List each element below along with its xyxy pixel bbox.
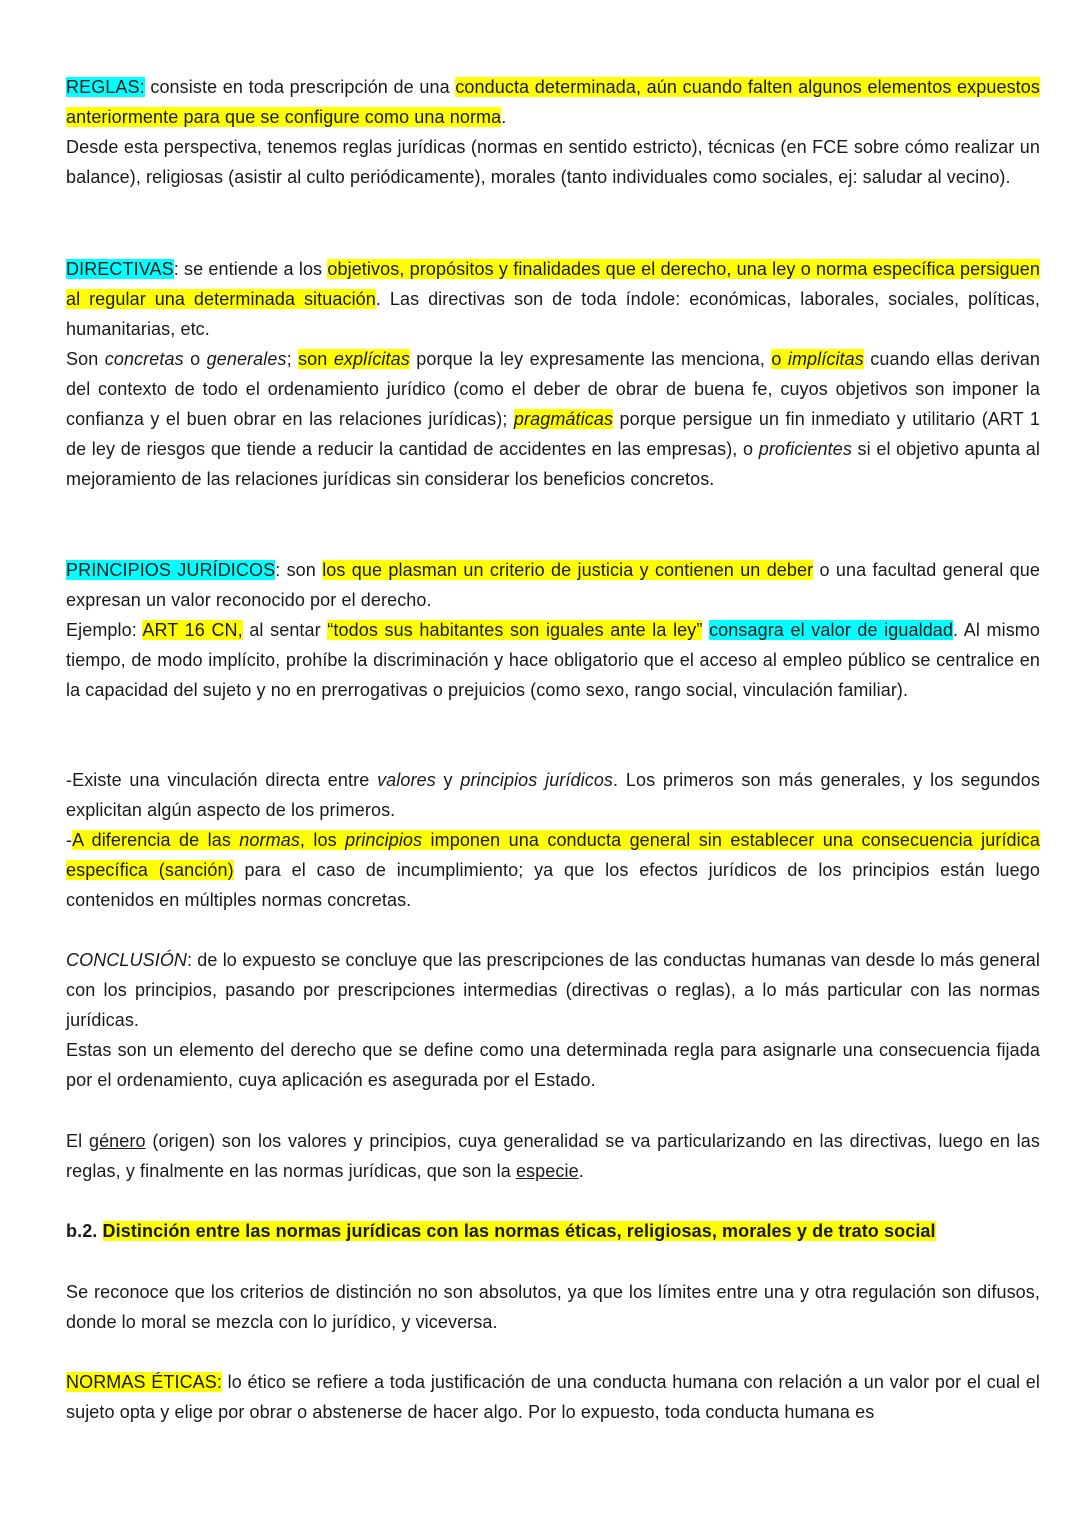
- text: Ejemplo:: [66, 620, 143, 640]
- term-valores: valores: [377, 770, 436, 790]
- reglas-perspectiva-paragraph: Desde esta perspectiva, tenemos reglas jurídicas (normas en sentido estricto), técnicas (en FCE sobre cómo realizar un balance), religiosas (asistir al culto periódicamente), morales (tanto individuales como sociales, ej: saludar al vecino).: [66, 137, 1040, 187]
- genero-paragraph: [66, 1126, 1040, 1186]
- text: lo ético se refiere a toda justificación de una conducta humana con relación a un valor por el cual el sujeto opta y elige por obrar o abstenerse de hacer algo. Por lo expuesto, toda conducta humana es: [66, 1372, 1040, 1422]
- reglas-paragraph: [66, 72, 1040, 132]
- text: para el caso de incumplimiento; ya que los efectos jurídicos de los principios están luego contenidos en múltiples normas concretas.: [66, 860, 1041, 910]
- text: si el objetivo apunta al mejoramiento de las relaciones jurídicas sin considerar los beneficios concretos.: [66, 439, 1041, 489]
- text: imponen una conducta general sin establecer una consecuencia jurídica específica (sanción): [66, 830, 1040, 880]
- text: son: [298, 349, 334, 369]
- text: y: [435, 770, 461, 790]
- text: A diferencia de las: [72, 830, 240, 850]
- reglas-label: REGLAS:: [66, 77, 145, 97]
- highlight-igualdad: consagra el valor de igualdad: [709, 620, 954, 640]
- text: cuando ellas derivan del contexto de todo el ordenamiento jurídico (como el deber de obrar de buena fe, cuyos objetivos son imponer la confianza y el buen obrar en las relaciones jurídicas);: [66, 349, 1040, 429]
- text: o: [771, 349, 788, 369]
- text: -Existe una vinculación directa entre: [66, 770, 378, 790]
- term-implicitas: implícitas: [787, 349, 864, 369]
- text: o una facultad general que expresan un valor reconocido por el derecho.: [66, 560, 1040, 610]
- term-concretas: concretas: [104, 349, 184, 369]
- term-pragmaticas: pragmáticas: [513, 409, 614, 429]
- section-heading: [66, 1216, 1040, 1246]
- term-explicitas: explícitas: [333, 349, 410, 369]
- term-proficientes: proficientes: [758, 439, 852, 459]
- section-title: Distinción entre las normas jurídicas con las normas éticas, religiosas, morales y de trato social: [102, 1221, 936, 1241]
- text: Son: [66, 349, 105, 369]
- text: al sentar: [242, 620, 328, 640]
- text: , los: [299, 830, 346, 850]
- principios-ejemplo-paragraph: [66, 615, 1040, 705]
- directivas-paragraph: [66, 254, 1040, 344]
- reconoce-paragraph: Se reconoce que los criterios de distinción no son absolutos, ya que los límites entre una y otra regulación son difusos, donde lo moral se mezcla con lo jurídico, y viceversa.: [66, 1282, 1040, 1332]
- eticas-label: NORMAS ÉTICAS:: [66, 1372, 222, 1392]
- section-number: b.2.: [66, 1221, 103, 1241]
- term-normas: normas: [239, 830, 300, 850]
- eticas-paragraph: [66, 1367, 1040, 1427]
- directivas-label: DIRECTIVAS: [66, 259, 174, 279]
- reglas-text-end: .: [501, 107, 507, 127]
- text: ;: [286, 349, 299, 369]
- vinculacion-paragraph: [66, 765, 1040, 825]
- directivas-text: : se entiende a los: [173, 259, 328, 279]
- text: . Los primeros son más generales, y los segundos explicitan algún aspecto de los primeros.: [66, 770, 1040, 820]
- text: porque la ley expresamente las menciona,: [409, 349, 772, 369]
- reglas-text: consiste en toda prescripción de una: [144, 77, 456, 97]
- conclusion-label: CONCLUSIÓN: [66, 950, 188, 970]
- text: El: [66, 1131, 89, 1151]
- text: . Al mismo tiempo, de modo implícito, prohíbe la discriminación y hace obligatorio que el acceso al empleo público se centralice en la capacidad del sujeto y no en prerrogativas o prejuicios (como sexo, rango social, vinculación familiar).: [66, 620, 1040, 700]
- principios-paragraph: [66, 555, 1040, 615]
- principios-highlight: los que plasman un criterio de justicia y contienen un deber: [322, 560, 814, 580]
- directivas-text-end: . Las directivas son de toda índole: económicas, laborales, sociales, políticas, humanitarias, etc.: [66, 289, 1040, 339]
- term-principios-juridicos: principios jurídicos: [460, 770, 614, 790]
- reglas-highlight: conducta determinada, aún cuando falten algunos elementos expuestos anteriormente para que se configure como una norma: [66, 77, 1040, 127]
- conclusion-paragraph: [66, 945, 1040, 1035]
- text: -: [66, 830, 73, 850]
- conclusion-estas-paragraph: Estas son un elemento del derecho que se define como una determinada regla para asignarle una consecuencia fijada por el ordenamiento, cuya aplicación es asegurada por el Estado.: [66, 1040, 1040, 1090]
- directivas-highlight: objetivos, propósitos y finalidades que el derecho, una ley o norma específica persiguen al regular una determinada situación: [66, 259, 1040, 309]
- text: (origen) son los valores y principios, cuya generalidad se va particularizando en las directivas, luego en las reglas, y finalmente en las normas jurídicas, que son la: [66, 1131, 1040, 1181]
- term-principios: principios: [345, 830, 423, 850]
- highlight-art-16: ART 16 CN,: [142, 620, 243, 640]
- diferencia-paragraph: [66, 825, 1040, 915]
- term-genero: género: [88, 1131, 146, 1151]
- highlight-explicitas: [298, 349, 410, 369]
- highlight-quote: “todos sus habitantes son iguales ante la ley”: [327, 620, 703, 640]
- text: .: [578, 1161, 584, 1181]
- highlight-implicitas: [771, 349, 864, 369]
- text: o: [183, 349, 207, 369]
- text: : son: [275, 560, 323, 580]
- text: porque persigue un fin inmediato y utilitario (ART 1 de ley de riesgos que tiende a reducir la cantidad de accidentes en las empresas), o: [66, 409, 1040, 459]
- text: : de lo expuesto se concluye que las prescripciones de las conductas humanas van desde lo más general con los principios, pasando por prescripciones intermedias (directivas o reglas), a lo más particular con las normas jurídicas.: [66, 950, 1040, 1030]
- principios-label: PRINCIPIOS JURÍDICOS: [66, 560, 276, 580]
- directivas-tipos-paragraph: [66, 344, 1040, 494]
- term-generales: generales: [206, 349, 287, 369]
- term-especie: especie: [515, 1161, 579, 1181]
